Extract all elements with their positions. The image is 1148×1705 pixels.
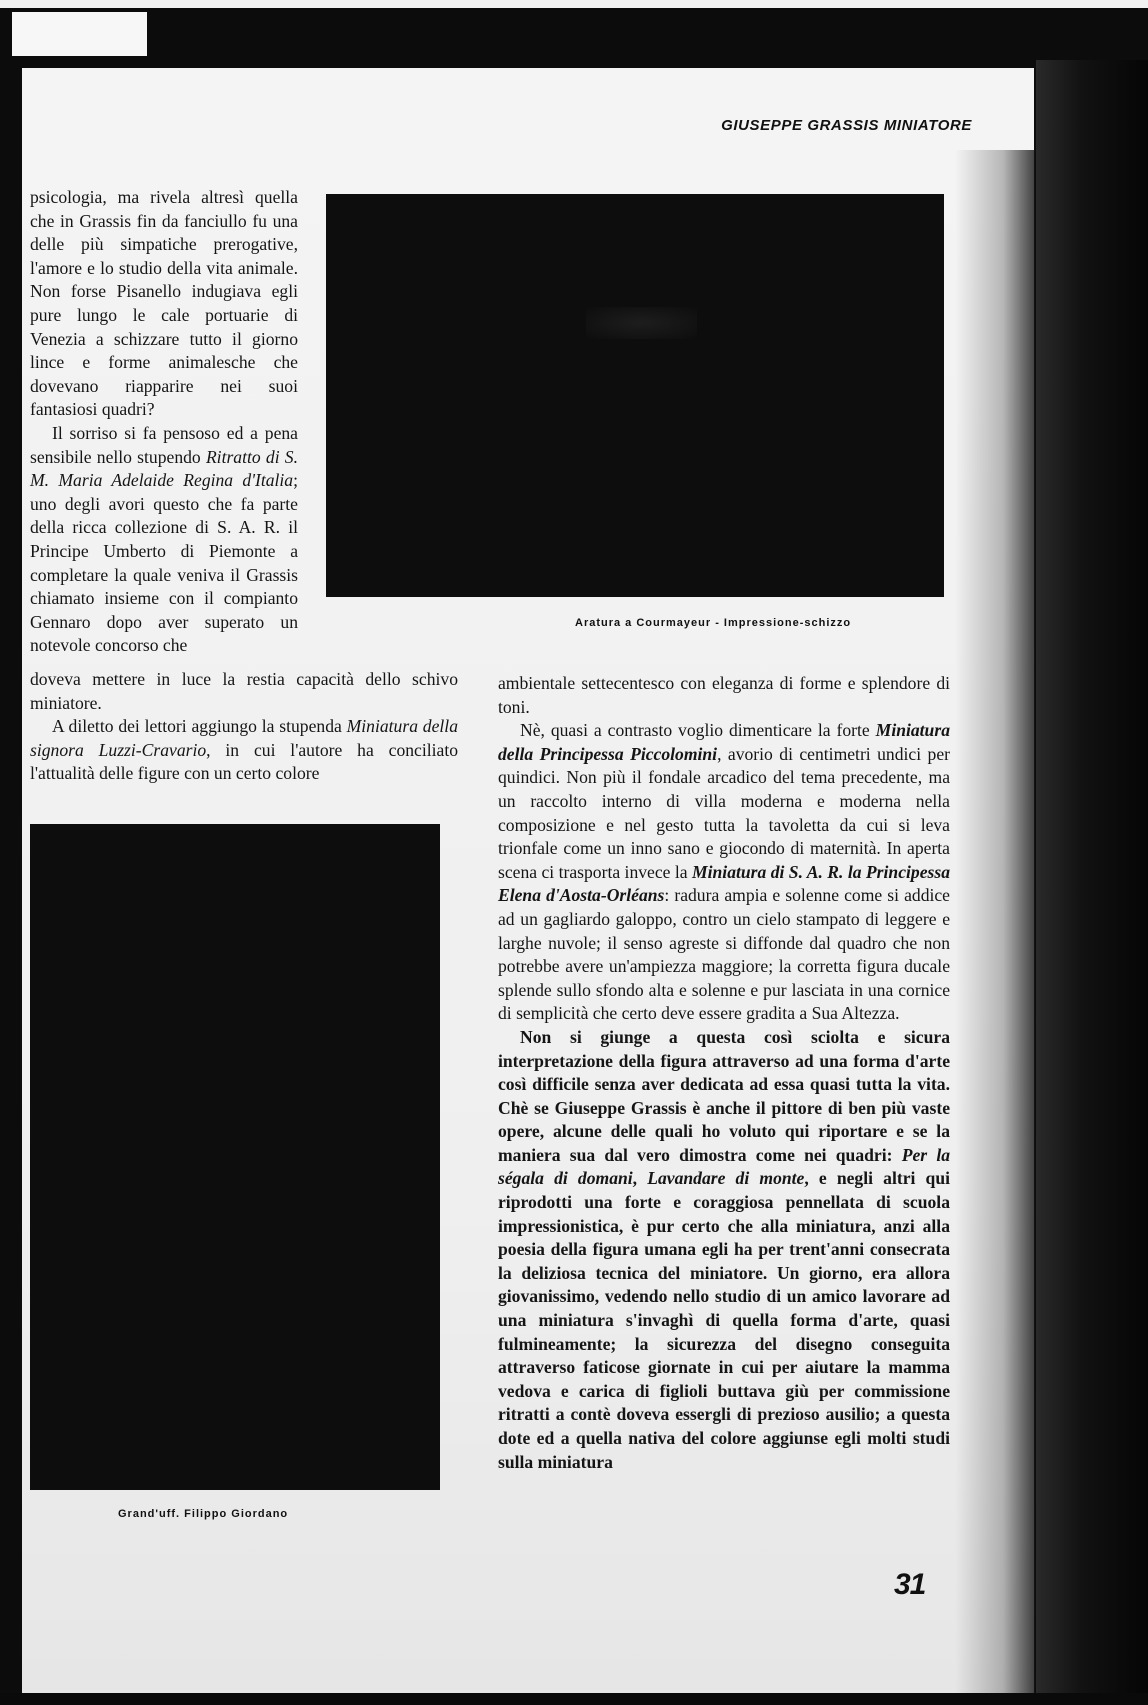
artwork-title: Lavandare di monte [647,1168,805,1189]
paragraph-text: , avorio di centimetri undici per quindici. Non più il fondale arcadico del tema precedente, ma un raccolto interno di villa moderna e moderna nella composizione e nel gesto tutta la tavoletta da cui si leva trionfale come un inno sano e giocondo di maternità. In aperta scena ci trasporta invece la [498,743,950,882]
scan-top-edge [0,0,1148,8]
left-column-narrow [30,186,298,658]
paragraph-pisanello: psicologia, ma rivela altresì quella che in Grassis fin da fanciullo fu una delle più simpatiche prerogative, l'amore e lo studio della vita animale. Non forse Pisanello indugiava egli pure lungo le cale portuarie di Venezia a schizzare tutto il giorno lince e forme animalesche che dovevano riapparire nei suoi fantasiosi quadri? [30,187,298,420]
page-number: 31 [894,1568,926,1601]
paragraph-text: Il sorriso si fa pensoso ed a pena sensibile nello stupendo [30,422,298,467]
caption-bottom-photo: Grand'uff. Filippo Giordano [118,1508,289,1520]
artwork-title: Ritratto di S. M. Maria Adelaide Regina d'Italia [30,446,298,491]
artwork-title: Per la ségala di domani [498,1144,950,1189]
artwork-title: Miniatura della signora Luzzi-Cravario [30,716,458,760]
photo-portrait [30,824,440,1490]
paragraph-text: , e negli altri qui riprodotti una forte e coraggiosa pennellata di scuola impressionistica, è pur certo che alla miniatura, anzi alla poesia della figura umana egli ha per trent'anni consecrata la deliziosa tecnica del miniatore. Un giorno, era allora giovanissimo, vedendo nello studio di un amico lavorare ad una miniatura s'invaghì di quella forma d'arte, quasi fulmineamente; la sicurezza del disegno conseguita attraverso faticose giornate in cui per aiutare la mamma vedova e carica di figlioli buttava giù per commissione ritratti a contè doveva essergli di prezioso ausilio; a questa dote ed a quella nativa del colore aggiunse egli molti studi sulla miniatura [498,1168,950,1472]
photo-highlight [586,307,697,339]
paragraph-text: Non si giunge a questa così sciolta e sicura interpretazione della figura attraverso ad una forma d'arte così difficile senza aver dedicata ad essa quasi tutta la vita. Chè se Giuseppe Grassis è anche il pittore di ben più vaste opere, alcune delle quali ho voluto qui riportare e se la maniera sua dal vero dimostra come nei quadri: [498,1026,950,1165]
artwork-title: Miniatura di S. A. R. la Principessa Elena d'Aosta-Orléans [498,861,950,906]
magazine-page [22,68,1034,1693]
paragraph-luzzi [30,715,458,786]
paragraph-text: A diletto dei lettori aggiungo la stupenda [52,716,347,737]
paragraph-ambientale: ambientale settecentesco con eleganza di forme e splendore di toni. [498,673,950,717]
paragraph-text: : radura ampia e solenne come si addice ad un gagliardo galoppo, contro un cielo stampato di leggere e larghe nuvole; il senso agreste si diffonde dal quadro che non potrebbe avere un'ampiezza maggiore; la corretta figura ducale splende sullo sfondo alta e solenne e pur lasciata in una cornice di semplicità che certo deve essere gradita a Sua Altezza. [498,885,950,1024]
page-gutter-shadow [955,150,1035,1695]
paragraph-grassis-vita [498,1026,950,1474]
paragraph-text: Nè, quasi a contrasto voglio dimenticare la forte [520,720,876,741]
right-column [498,672,950,1474]
photo-aratura [326,194,944,597]
scan-right-edge [1036,60,1148,1705]
paragraph-ritratto [30,422,298,658]
paragraph-text: , in cui l'autore ha conciliato l'attualità delle figure con un certo colore [30,739,458,784]
paragraph-text: , [632,1168,648,1189]
paragraph-end: doveva mettere in luce la restia capacità dello schivo miniatore. [30,669,458,713]
scan-corner-patch [12,12,147,56]
artwork-title: Miniatura della Principessa Piccolomini [498,720,950,764]
left-column-wide [30,668,458,786]
paragraph-piccolomini [498,719,950,1026]
caption-top-photo: Aratura a Courmayeur - Impressione-schizzo [575,617,852,629]
scan-bottom-edge [0,1693,1148,1705]
paragraph-text: ; uno degli avori questo che fa parte della ricca collezione di S. A. R. il Principe Umberto di Piemonte a completare la quale veniva il Grassis chiamato insieme con il compianto Gennaro dopo aver superato un notevole concorso che [30,470,298,656]
running-head: GIUSEPPE GRASSIS MINIATORE [721,117,972,134]
